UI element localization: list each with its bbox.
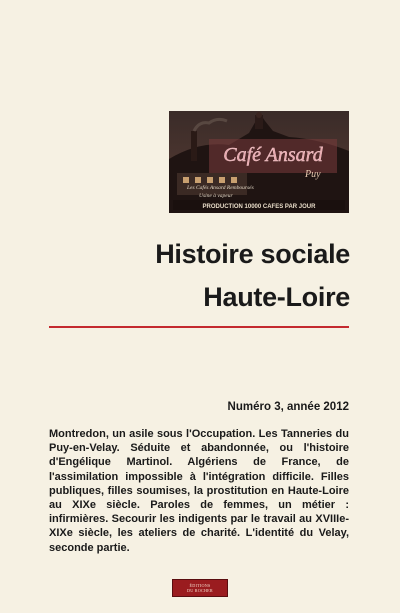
book-title-line-1: Histoire sociale xyxy=(155,239,350,269)
publisher-line-1: ÉDITIONS xyxy=(189,583,211,588)
poster-brand: Café Ansard xyxy=(223,144,323,166)
publisher-logo xyxy=(172,579,228,597)
poster-caption-3: PRODUCTION 10000 CAFES PAR JOUR xyxy=(202,204,316,210)
red-divider xyxy=(49,326,349,328)
poster-artwork xyxy=(169,111,349,213)
cover-illustration xyxy=(169,111,349,213)
publisher-line-2: DU ROCHER xyxy=(187,588,213,593)
contents-summary: Montredon, un asile sous l'Occupation. Les Tanneries du Puy-en-Velay. Séduite et abandonnée, ou l'histoire d'Engélique Martinol. Algériens de France, de l'assimilation impossible à l'intégration difficile. Filles publiques, filles soumises, la prostitution en Haute-Loire au XIXe siècle. Paroles de femmes, un métier : infirmières. Secourir les indigents par le travail au XVIIIe-XIXe siècle, les ateliers de charité. L'identité du Velay, seconde partie. xyxy=(49,428,349,554)
book-title-line-2: Haute-Loire xyxy=(203,282,350,312)
poster-caption-1: Les Cafés Ansard Remboursés xyxy=(187,185,254,191)
poster-caption-2: Usine à vapeur xyxy=(199,193,233,199)
poster-town: Puy xyxy=(305,169,321,180)
issue-number: Numéro 3, année 2012 xyxy=(227,401,349,413)
